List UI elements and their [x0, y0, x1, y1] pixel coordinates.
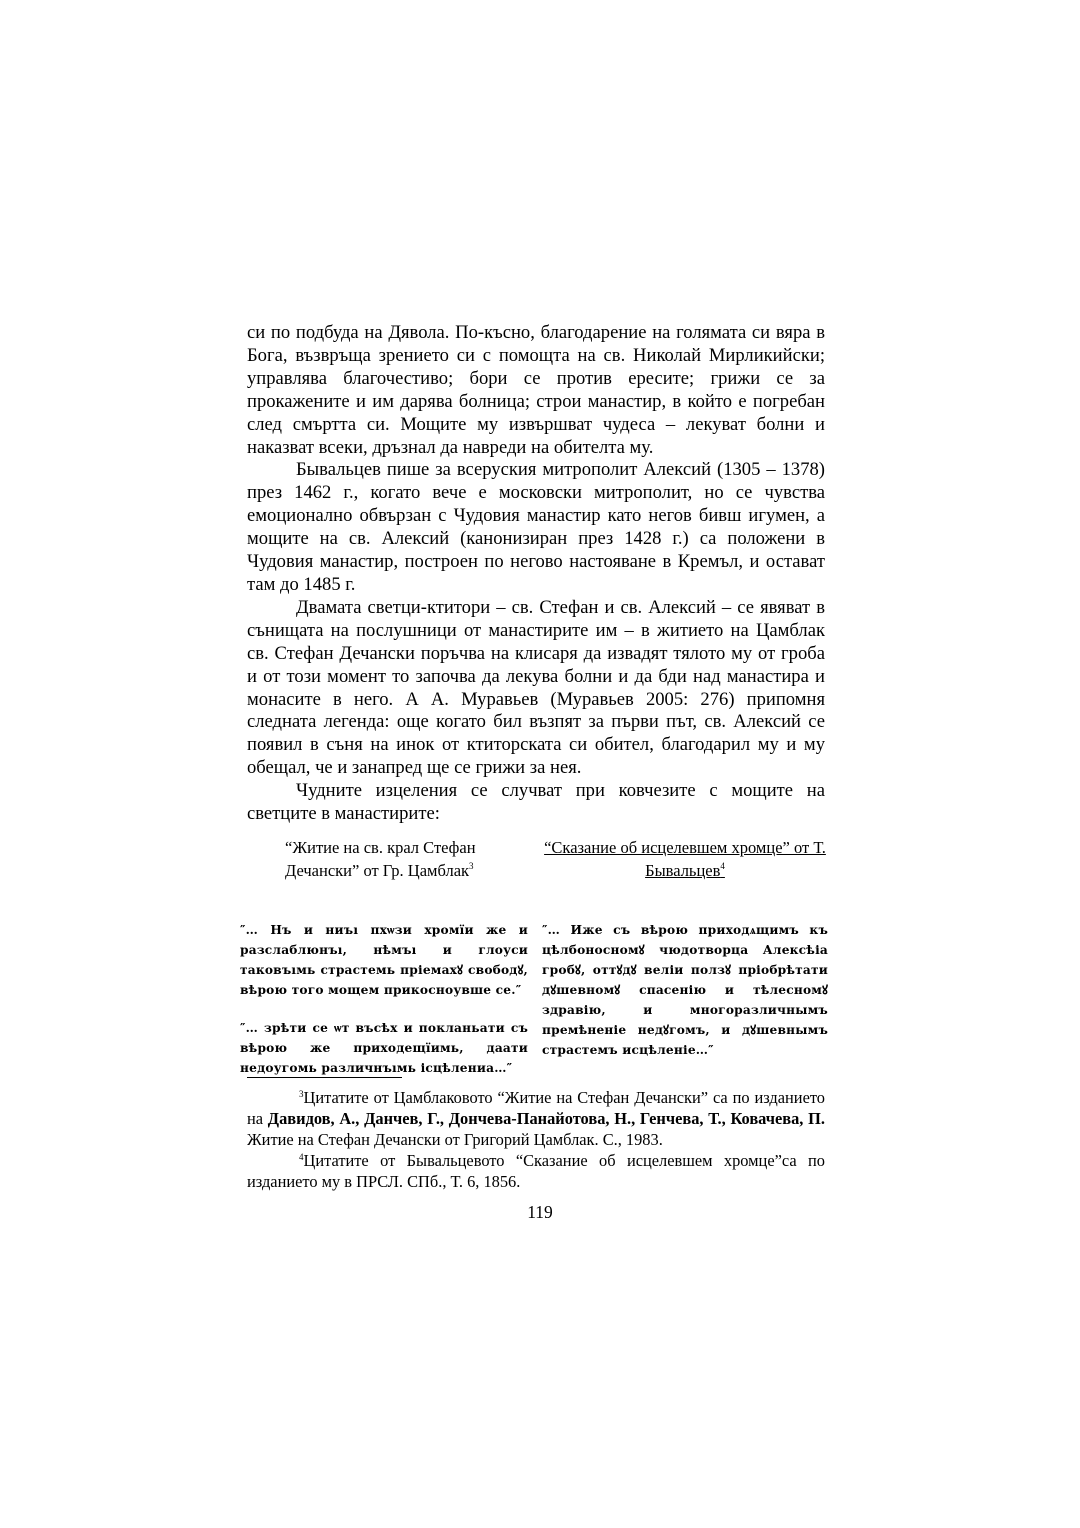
- footnote-text: Житие на Стефан Дечански от Григорий Цамблак. С., 1983.: [247, 1130, 663, 1149]
- footnote-text: Цитатите от Бывальцевото “Сказание об исцелевшем хромце”са по изданието му в ПРСЛ. СПб., Т. 6, 1856.: [247, 1151, 825, 1191]
- paragraph-4: Чудните изцеления се случват при ковчезите с мощите на светците в манастирите:: [247, 780, 825, 825]
- church-slavonic-quote: ″… зрѣти се ѡт въсѣх и покланьати съ вѣрою же приходещїимь, даати недоугомь различнъıмь ісцѣлениа…″: [240, 1021, 528, 1075]
- left-heading-text: “Житие на св. крал Стефан Дечански” от Гр. Цамблак: [285, 838, 476, 880]
- footnote-separator: [247, 1077, 402, 1078]
- footnote-authors: Давидов, А., Данчев, Г., Дончева-Панайотова, Н., Генчева, Т., Ковачева, П.: [267, 1109, 825, 1128]
- footnote-4: [247, 1150, 825, 1192]
- main-text: [247, 322, 825, 826]
- footnote-ref-3: 3: [469, 861, 474, 871]
- right-column-heading: [542, 836, 828, 882]
- footnote-number: 3: [299, 1089, 304, 1099]
- church-slavonic-quote: ″… Нъ и ниъı пхѡзи хромїи же и разслаблюнъı, нѣмъı и глоуси таковъıмь страстемь пріемахꙋ свободꙋ, вѣрою того мощем прикосноувше се.″: [240, 923, 528, 997]
- footnote-number: 4: [299, 1152, 304, 1162]
- paragraph-2: Бывальцев пише за всеруския митрополит Алексий (1305 – 1378) през 1462 г., когато вече е московски митрополит, но се чувства емоционално обвързан с Чудовия манастир като негов бивш игумен, а мощите на св. Алексий (канонизиран през 1428 г.) са положени в Чудовия манастир, построен по негово настояване в Кремъл, и остават там до 1485 г.: [247, 459, 825, 595]
- right-heading-text: “Сказание об исцелевшем хромце” от Т. Бывальцев: [544, 838, 826, 880]
- footnote-text: Цитатите от Цамблаковото “Житие на Стефан Дечански” са по изданието на: [247, 1088, 825, 1128]
- footnotes: [247, 1087, 825, 1192]
- footnote-3: [247, 1087, 825, 1150]
- right-column: [542, 836, 828, 1060]
- left-column: [240, 836, 528, 1078]
- paragraph-1: си по подбуда на Дявола. По-късно, благодарение на голямата си вяра в Бога, възвръща зрението си с помощта на св. Николай Мирликийски; управлява благочестиво; бори се против ересите; грижи се за прокажените и им дарява болница; строи манастир, в който е погребан след смъртта си. Мощите му извършват чудеса – лекуват болни и наказват всеки, дръзнал да навреди на обителта му.: [247, 322, 825, 458]
- footnote-ref-4: 4: [720, 861, 725, 871]
- left-column-heading: [240, 836, 528, 882]
- paragraph-3: Двамата светци-ктитори – св. Стефан и св. Алексий – се явяват в сънищата на послушници от манастирите им – в житието на Цамблак св. Стефан Дечански поръчва на клисаря да извадят тялото му от гроба и от този момент то започва да лекува болни и да бди над манастира и монасите в него. А А. Муравьев (Муравьев 2005: 276) припомня следната легенда: още когато бил възпят за първи път, св. Алексий се появил в съня на инок от ктиторската си обител, благодарил му и му обещал, че и занапред ще се грижи за нея.: [247, 596, 825, 779]
- church-slavonic-quote: ″… Иже съ вѣрою приходѧщимъ къ цѣлбоносномꙋ чюдотворца Алексѣіа гробꙋ, оттꙋдꙋ веліи ползꙋ пріобрѣтати дꙋшевномꙋ спасенію и тѣлесномꙋ здравію, и многоразличнымъ премѣненіе недꙋгомъ, и дꙋшевнымъ страстемъ исцѣленіе…″: [542, 923, 828, 1057]
- page-number: 119: [527, 1202, 553, 1222]
